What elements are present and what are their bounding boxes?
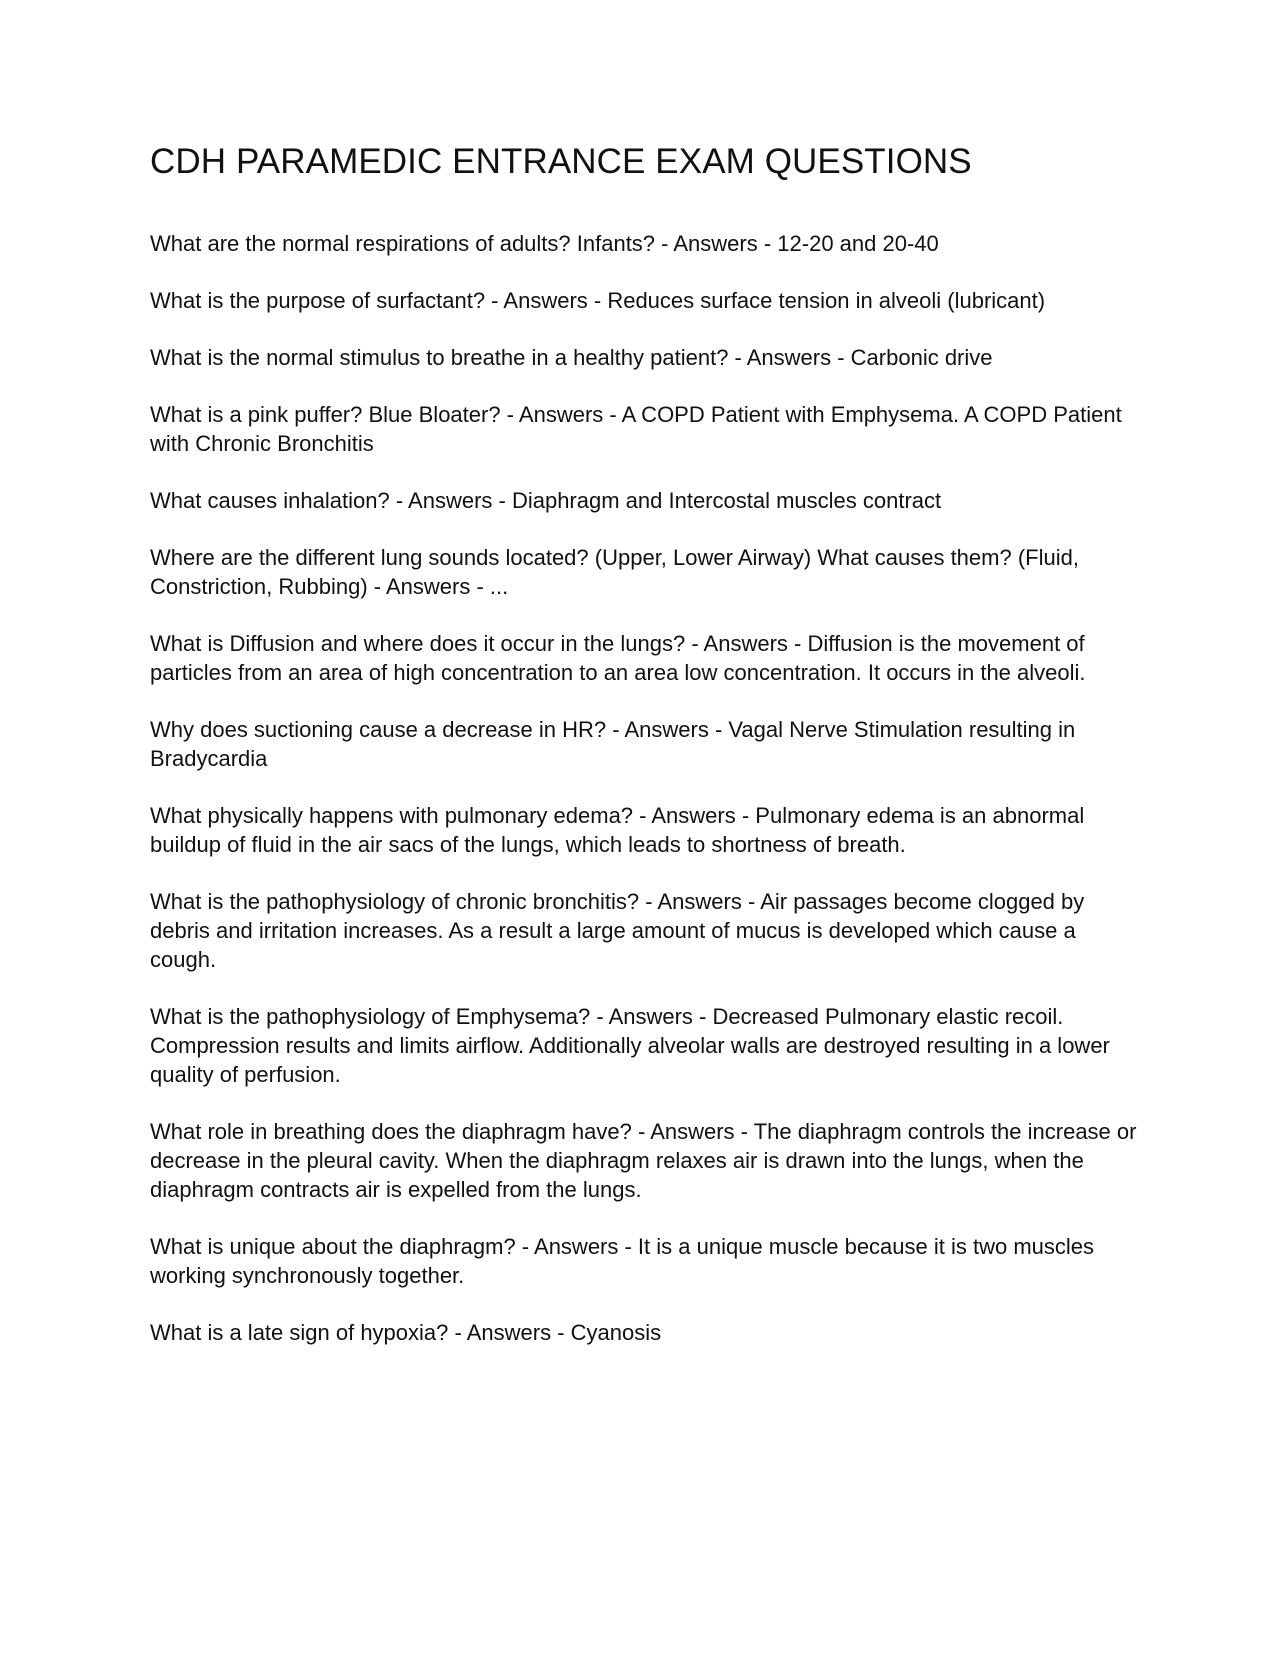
- document-page: [150, 140, 1140, 1375]
- qa-item-12: What role in breathing does the diaphragm have? - Answers - The diaphragm controls the increase or decrease in the pleural cavity. When the diaphragm relaxes air is drawn into the lungs, when the diaphragm contracts air is expelled from the lungs.: [150, 1118, 1137, 1202]
- qa-item-13: What is unique about the diaphragm? - Answers - It is a unique muscle because it is two muscles working synchronously together.: [150, 1233, 1095, 1288]
- qa-item-11: What is the pathophysiology of Emphysema? - Answers - Decreased Pulmonary elastic recoil. Compression results and limits airflow. Additionally alveolar walls are destroyed resulting in a lower quality of perfusion.: [150, 1003, 1110, 1087]
- qa-item-10: What is the pathophysiology of chronic bronchitis? - Answers - Air passages become clogged by debris and irritation increases. As a result a large amount of mucus is developed which cause a cough.: [150, 888, 1085, 972]
- qa-item-4: What is a pink puffer? Blue Bloater? - Answers - A COPD Patient with Emphysema. A COPD Patient with Chronic Bronchitis: [150, 401, 1122, 456]
- qa-item-6: Where are the different lung sounds located? (Upper, Lower Airway) What causes them? (Fluid, Constriction, Rubbing) - Answers - ...: [150, 544, 1079, 599]
- qa-item-3: What is the normal stimulus to breathe in a healthy patient? - Answers - Carbonic drive: [150, 344, 993, 370]
- page-title: CDH PARAMEDIC ENTRANCE EXAM QUESTIONS: [150, 142, 972, 181]
- qa-item-9: What physically happens with pulmonary edema? - Answers - Pulmonary edema is an abnormal buildup of fluid in the air sacs of the lungs, which leads to shortness of breath.: [150, 802, 1085, 857]
- qa-item-8: Why does suctioning cause a decrease in HR? - Answers - Vagal Nerve Stimulation resulting in Bradycardia: [150, 716, 1076, 771]
- qa-item-1: What are the normal respirations of adults? Infants? - Answers - 12-20 and 20-40: [150, 230, 939, 256]
- qa-item-5: What causes inhalation? - Answers - Diaphragm and Intercostal muscles contract: [150, 487, 942, 513]
- qa-item-2: What is the purpose of surfactant? - Answers - Reduces surface tension in alveoli (lubricant): [150, 287, 1046, 313]
- qa-list: [150, 229, 1140, 1347]
- qa-item-14: What is a late sign of hypoxia? - Answers - Cyanosis: [150, 1319, 662, 1345]
- qa-item-7: What is Diffusion and where does it occur in the lungs? - Answers - Diffusion is the movement of particles from an area of high concentration to an area low concentration. It occurs in the alveoli.: [150, 630, 1086, 685]
